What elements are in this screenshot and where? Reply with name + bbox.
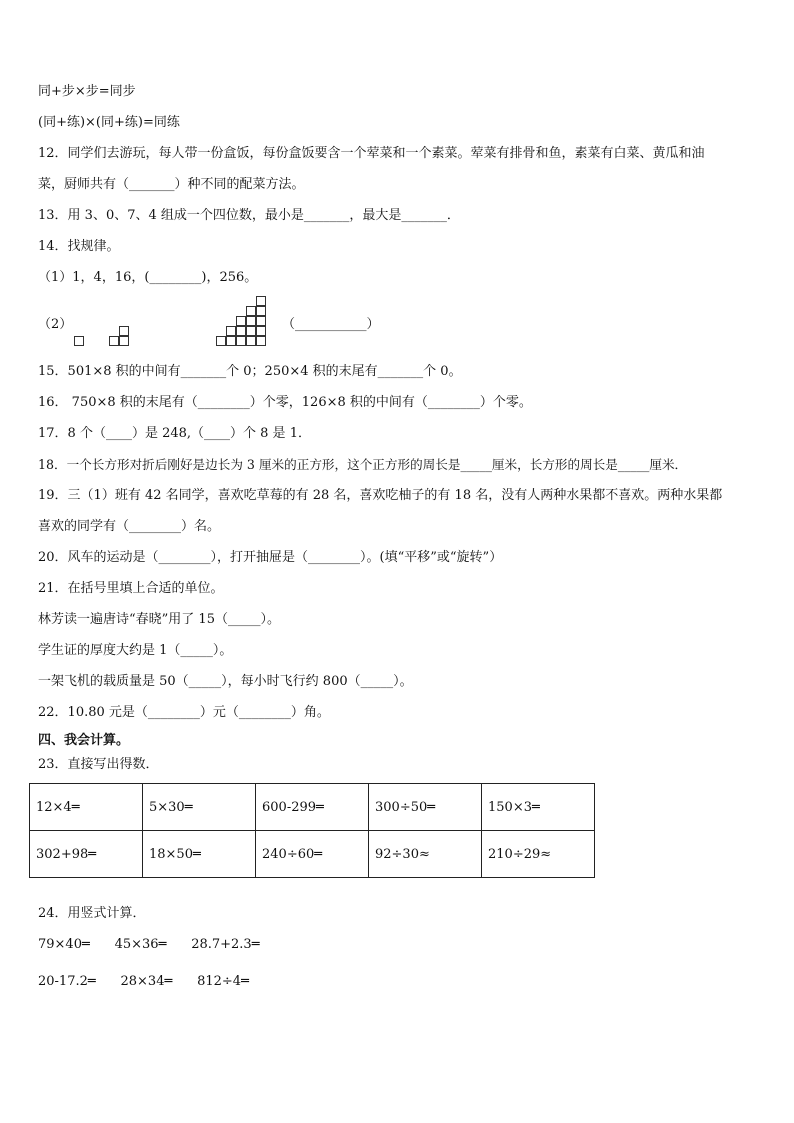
table-cell: 302+98═ bbox=[30, 831, 143, 878]
question-14: 14．找规律。 bbox=[38, 239, 120, 254]
question-21-item-1: 林芳读一遍唐诗“春晓”用了 15（_____）。 bbox=[38, 612, 280, 627]
square-cell bbox=[216, 336, 226, 346]
mental-math-table bbox=[29, 783, 595, 878]
question-18: 18．一个长方形对折后刚好是边长为 3 厘米的正方形，这个正方形的周长是_____厘米，长方形的周长是_____厘米． bbox=[38, 457, 688, 472]
table-cell: 210÷29≈ bbox=[482, 831, 595, 878]
question-24: 24．用竖式计算． bbox=[38, 906, 146, 921]
question-16: 16． 750×8 积的末尾有（________）个零，126×8 积的中间有（________）个零。 bbox=[38, 395, 532, 410]
table-cell: 600-299═ bbox=[256, 784, 369, 831]
square-cell bbox=[109, 336, 119, 346]
question-12-line-2: 菜，厨师共有（_______）种不同的配菜方法。 bbox=[38, 177, 305, 192]
question-21-item-2: 学生证的厚度大约是 1（_____）。 bbox=[38, 643, 233, 658]
table-cell: 18×50═ bbox=[143, 831, 256, 878]
square-cell bbox=[246, 316, 256, 326]
table-row bbox=[30, 831, 595, 878]
square-cell bbox=[236, 316, 246, 326]
square-cell bbox=[246, 326, 256, 336]
table-cell: 240÷60═ bbox=[256, 831, 369, 878]
question-23: 23．直接写出得数． bbox=[38, 757, 159, 772]
square-cell bbox=[119, 326, 129, 336]
table-cell: 5×30═ bbox=[143, 784, 256, 831]
question-19-line-1: 19．三（1）班有 42 名同学，喜欢吃草莓的有 28 名，喜欢吃柚子的有 18 名，没有人两种水果都不喜欢。两种水果都 bbox=[38, 488, 723, 503]
formula-line-1: 同+步×步=同步 bbox=[38, 84, 136, 99]
question-24-row-2: 20-17.2═ 28×34═ 812÷4═ bbox=[38, 974, 249, 989]
square-cell bbox=[256, 336, 266, 346]
question-15: 15．501×8 积的中间有_______个 0；250×4 积的末尾有_______个 0。 bbox=[38, 364, 462, 379]
table-cell: 12×4═ bbox=[30, 784, 143, 831]
question-14-part-1: （1）1，4，16，(________)，256。 bbox=[38, 270, 258, 285]
table-cell: 150×3═ bbox=[482, 784, 595, 831]
square-cell bbox=[236, 326, 246, 336]
square-cell bbox=[256, 306, 266, 316]
question-20: 20．风车的运动是（________），打开抽屉是（________）。(填“平移”或“旋转”） bbox=[38, 550, 503, 565]
square-cell bbox=[246, 336, 256, 346]
question-21-item-3: 一架飞机的载质量是 50（_____），每小时飞行约 800（_____）。 bbox=[38, 674, 413, 689]
square-cell bbox=[256, 316, 266, 326]
table-row bbox=[30, 784, 595, 831]
section-heading-calculation: 四、我会计算。 bbox=[38, 733, 130, 748]
square-cell bbox=[256, 326, 266, 336]
question-13: 13．用 3、0、7、4 组成一个四位数，最小是_______，最大是_______． bbox=[38, 208, 460, 223]
square-cell bbox=[119, 336, 129, 346]
question-17: 17．8 个（____）是 248,（____）个 8 是 1． bbox=[38, 426, 311, 441]
question-12-line-1: 12．同学们去游玩，每人带一份盒饭，每份盒饭要含一个荤菜和一个素菜。荤菜有排骨和鱼，素菜有白菜、黄瓜和油 bbox=[38, 146, 705, 161]
square-cell bbox=[226, 336, 236, 346]
question-19-line-2: 喜欢的同学有（________）名。 bbox=[38, 519, 221, 534]
question-14-part-2-answer: （___________） bbox=[282, 317, 380, 332]
formula-line-2: (同+练)×(同+练)=同练 bbox=[38, 115, 180, 130]
square-cell bbox=[226, 326, 236, 336]
table-cell: 300÷50═ bbox=[369, 784, 482, 831]
square-cell bbox=[236, 336, 246, 346]
square-cell bbox=[256, 296, 266, 306]
question-21: 21．在括号里填上合适的单位。 bbox=[38, 581, 224, 596]
square-cell bbox=[74, 336, 84, 346]
question-22: 22．10.80 元是（________）元（________）角。 bbox=[38, 705, 330, 720]
table-cell: 92÷30≈ bbox=[369, 831, 482, 878]
square-cell bbox=[246, 306, 256, 316]
question-14-part-2-label: （2） bbox=[38, 317, 73, 332]
question-24-row-1: 79×40═ 45×36═ 28.7+2.3═ bbox=[38, 937, 260, 952]
